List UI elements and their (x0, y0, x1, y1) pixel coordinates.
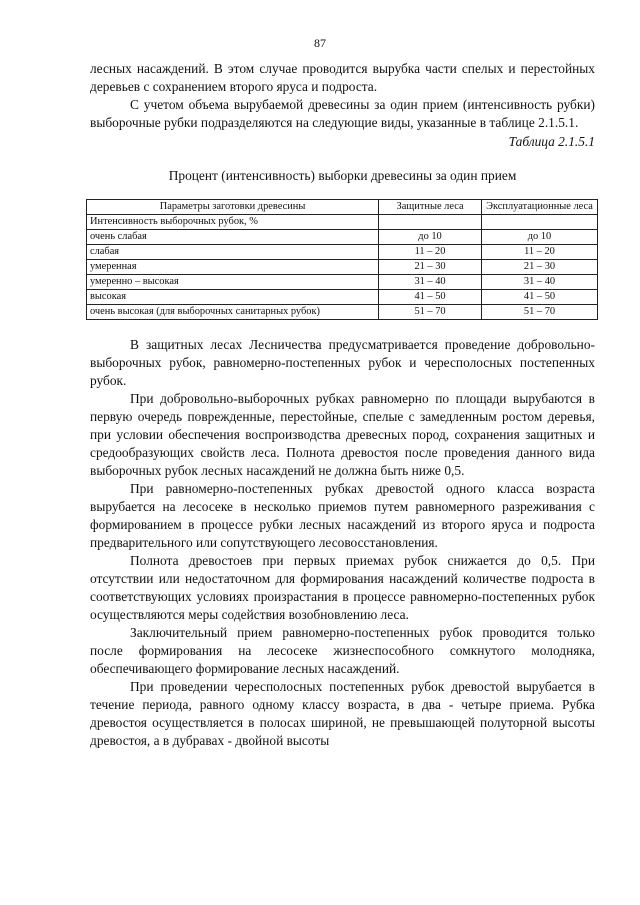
table-cell-parameter: слабая (87, 245, 379, 260)
column-header-protective: Защитные леса (379, 200, 482, 215)
table-cell-protective: 11 – 20 (379, 245, 482, 260)
table-cell-protective: 51 – 70 (379, 305, 482, 320)
intro-paragraph: лесных насаждений. В этом случае проводится вырубка части спелых и перестойных деревьев с сохранением второго яруса и подроста. (90, 61, 595, 94)
table-cell-exploitation (481, 215, 597, 230)
table-title: Процент (интенсивность) выборки древесины за один прием (168, 168, 517, 183)
body-paragraph: В защитных лесах Лесничества предусматривается проведение добровольно-выборочных рубок, равномерно-постепенных рубок и чересполосных постепенных рубок. (90, 337, 595, 388)
table-cell-parameter: очень слабая (87, 230, 379, 245)
table-row (87, 290, 598, 305)
table-cell-exploitation: 11 – 20 (481, 245, 597, 260)
table-row (87, 305, 598, 320)
body-paragraph: При равномерно-постепенных рубках древостой одного класса возраста вырубается на лесосеке в несколько приемов путем равномерного разреживания с формированием в процессе рубки лесных насаждений из второго яруса и подроста предварительного или сопутствующего лесовосстановления. (90, 481, 595, 550)
table-cell-protective: 41 – 50 (379, 290, 482, 305)
body-paragraph: При добровольно-выборочных рубках равномерно по площади вырубаются в первую очередь поврежденные, перестойные, спелые с замедленным ростом деревья, при условии обеспечения воспроизводства древесных пород, сохранения защитных и средообразующих свойств леса. Полнота древостоя после проведения данного вида выборочных рубок лесных насаждений не должна быть ниже 0,5. (90, 391, 595, 478)
table-cell-exploitation: 41 – 50 (481, 290, 597, 305)
table-header-row (87, 200, 598, 215)
page-number: 87 (314, 36, 326, 50)
table-label: Таблица 2.1.5.1 (508, 134, 595, 149)
table-cell-parameter: умеренная (87, 260, 379, 275)
table-cell-parameter: Интенсивность выборочных рубок, % (87, 215, 379, 230)
table-cell-parameter: высокая (87, 290, 379, 305)
column-header-exploitation: Эксплуатационные леса (481, 200, 597, 215)
table-row (87, 260, 598, 275)
table-cell-exploitation: 21 – 30 (481, 260, 597, 275)
body-paragraph: Заключительный прием равномерно-постепенных рубок проводится только после формирования на лесосеке жизнеспособного сомкнутого молодняка, обеспечивающего формирование лесных насаждений. (90, 625, 595, 676)
table-cell-protective: 21 – 30 (379, 260, 482, 275)
table-row (87, 275, 598, 290)
intro-paragraph: С учетом объема вырубаемой древесины за один прием (интенсивность рубки) выборочные рубки подразделяются на следующие виды, указанные в таблице 2.1.5.1. (90, 97, 595, 130)
table-cell-exploitation: 31 – 40 (481, 275, 597, 290)
table-cell-exploitation: до 10 (481, 230, 597, 245)
table-cell-protective: до 10 (379, 230, 482, 245)
table-cell-protective: 31 – 40 (379, 275, 482, 290)
table-cell-protective (379, 215, 482, 230)
column-header-parameters: Параметры заготовки древесины (87, 200, 379, 215)
body-paragraph: При проведении чересполосных постепенных рубок древостой вырубается в течение периода, равного одному классу возраста, в два - четыре приема. Рубка древостоя осуществляется в полосах шириной, не превышающей полуторной высоты древостоя, а в дубравах - двойной высоты (90, 679, 595, 748)
page-content (90, 60, 595, 750)
table-row (87, 215, 598, 230)
selection-intensity-table (86, 199, 598, 320)
table-cell-exploitation: 51 – 70 (481, 305, 597, 320)
table-cell-parameter: очень высокая (для выборочных санитарных рубок) (87, 305, 379, 320)
table-cell-parameter: умеренно – высокая (87, 275, 379, 290)
table-row (87, 230, 598, 245)
body-text (90, 336, 595, 750)
table-row (87, 245, 598, 260)
body-paragraph: Полнота древостоев при первых приемах рубок снижается до 0,5. При отсутствии или недостаточном для формирования насаждений количестве подроста в соответствующих условиях произрастания в процессе равномерно-постепенных рубок осуществляются меры содействия возобновлению леса. (90, 553, 595, 622)
